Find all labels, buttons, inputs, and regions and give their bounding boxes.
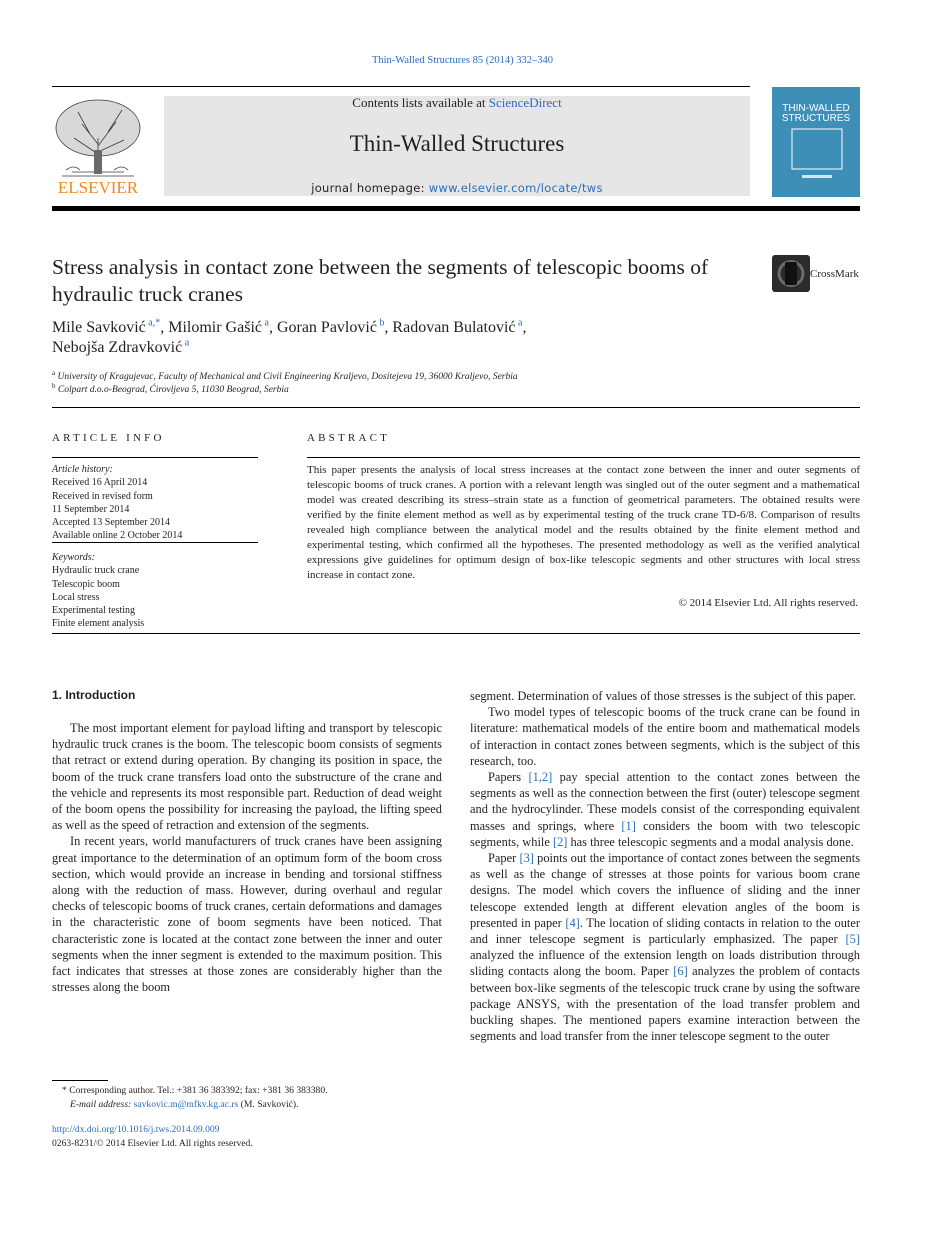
journal-title: Thin-Walled Structures bbox=[349, 131, 565, 156]
author-affil-sup[interactable]: b bbox=[379, 317, 385, 329]
footnote-rule bbox=[52, 1080, 108, 1081]
author-name[interactable]: Milomir Gašić bbox=[168, 319, 262, 336]
email-suffix: (M. Savković). bbox=[238, 1098, 299, 1110]
homepage-prefix: journal homepage: bbox=[311, 181, 429, 195]
affiliation-text: University of Kragujevac, Faculty of Mechanical and Civil Engineering Kraljevo, Dositejeva 19, 36000 Kraljevo, Serbia bbox=[57, 372, 518, 383]
article-history bbox=[52, 463, 262, 543]
author-affil-sup[interactable]: a bbox=[184, 337, 190, 349]
keyword: Hydraulic truck crane bbox=[52, 565, 140, 577]
footnote bbox=[52, 1084, 328, 1111]
body-paragraph: Two model types of telescopic booms of the truck crane can be found in literature: mathematical models of the entire boom and mathematical models of interaction in contact zones between segments, which is the subject of this research, too. bbox=[470, 705, 860, 768]
elsevier-wordmark: ELSEVIER bbox=[57, 178, 139, 197]
body-paragraph bbox=[470, 850, 860, 1044]
crossmark-label[interactable]: CrossMark bbox=[810, 268, 859, 280]
history-item: Received in revised form bbox=[52, 490, 153, 502]
contents-line bbox=[164, 95, 750, 111]
author-name[interactable]: Goran Pavlović bbox=[276, 319, 377, 336]
body-paragraph: In recent years, world manufacturers of truck cranes have been assigning great importance to the determination of an optimum form of the boom cross section, which would provide an increase in bending and torsional stiffness along with the reduction of mass. However, during overhaul and regular checks of telescopic booms of truck cranes, certain deformations and damages in the characteristic zone of boom segments have been noticed. That characteristic zone is located at the contact zone between the inner and outer segments when the inner segment is extended to the maximum position. This fact indicates that stresses at those zones are considerably higher than the stresses along the boom bbox=[52, 834, 442, 995]
affiliation bbox=[52, 382, 289, 395]
article-info-rule bbox=[52, 457, 258, 458]
author-name[interactable]: Nebojša Zdravković bbox=[52, 339, 183, 356]
keyword: Telescopic boom bbox=[52, 578, 120, 590]
affiliation-sup: b bbox=[52, 382, 56, 390]
cover-title bbox=[772, 104, 860, 124]
article-info-heading: ARTICLE INFO bbox=[52, 432, 165, 444]
abstract-copyright: © 2014 Elsevier Ltd. All rights reserved. bbox=[678, 597, 858, 609]
affiliation-sup: a bbox=[52, 369, 56, 377]
affiliation-text: Colpart d.o.o-Beograd, Ćirovljeva 5, 11030 Beograd, Serbia bbox=[57, 385, 289, 396]
section-heading-introduction: 1. Introduction bbox=[52, 688, 136, 702]
author-name[interactable]: Radovan Bulatović bbox=[392, 319, 516, 336]
keyword: Finite element analysis bbox=[52, 618, 145, 630]
citation-link[interactable]: [5] bbox=[845, 932, 860, 947]
citation-link[interactable]: [6] bbox=[673, 964, 688, 979]
keyword: Local stress bbox=[52, 591, 100, 603]
text-run: pay special attention to the contact zones between the segments as well as the connection between the first (outer) telescope segment and the hydrocylinder. These models consist of the corresponding equivalent masses and springs, where bbox=[470, 770, 860, 833]
history-item: Accepted 13 September 2014 bbox=[52, 517, 171, 529]
text-run: points out the importance of contact zones between the segments as well as the change of stresses at those points for various boom crane designs. The model which covers the influence of sliding and the inner telescope extended length at different elevation angles of the boom is presented in paper bbox=[470, 851, 861, 930]
citation-link[interactable]: [4] bbox=[565, 915, 580, 930]
doi-block bbox=[52, 1123, 253, 1150]
abstract-heading: ABSTRACT bbox=[307, 432, 391, 444]
text-run: analyzed the influence of the extension length on loads distribution through sliding contacts along the boom. Paper bbox=[470, 948, 860, 979]
author-name[interactable]: Mile Savković bbox=[52, 319, 146, 336]
text-run: considers the boom with two telescopic segments, while bbox=[470, 818, 860, 849]
text-run: Papers bbox=[488, 770, 529, 785]
body-paragraph bbox=[470, 769, 860, 850]
elsevier-logo bbox=[52, 94, 144, 198]
citation-link[interactable]: [1] bbox=[621, 818, 636, 833]
email-label: E-mail address: bbox=[70, 1098, 134, 1110]
article-title: Stress analysis in contact zone between the segments of telescopic booms of hydraulic truck cranes bbox=[52, 255, 709, 306]
body-paragraph: segment. Determination of values of those stresses is the subject of this paper. bbox=[470, 689, 857, 703]
issn-copyright: 0263-8231/© 2014 Elsevier Ltd. All rights reserved. bbox=[52, 1137, 253, 1149]
section-rule bbox=[52, 633, 860, 634]
cover-title-line2: STRUCTURES bbox=[781, 113, 851, 124]
email-line bbox=[52, 1098, 328, 1112]
keywords-label: Keywords: bbox=[52, 552, 95, 563]
contents-prefix: Contents lists available at bbox=[352, 95, 489, 110]
left-column bbox=[52, 720, 442, 995]
header-rule bbox=[52, 86, 750, 87]
keywords bbox=[52, 551, 262, 631]
citation-link[interactable]: [3] bbox=[519, 851, 534, 866]
history-rule bbox=[52, 542, 258, 543]
body-paragraph: The most important element for payload lifting and transport by telescopic hydraulic truck cranes is the boom. The telescopic boom consists of segments that retract or extend during operation. By changing its position in space, the boom of the truck crane transfers load onto the substructure of the crane and the vehicle and represents its most responsible part. Reduction of dead weight of the boom opens the possibility for increasing the payload, the lifting speed as well as the speed of retraction and extension of the segments. bbox=[52, 721, 442, 833]
citation-link[interactable]: [1,2] bbox=[528, 770, 553, 785]
author-affil-sup[interactable]: a bbox=[518, 317, 523, 329]
author-affil-sup[interactable]: a bbox=[264, 317, 269, 329]
email-link[interactable]: savkovic.m@mfkv.kg.ac.rs bbox=[133, 1098, 239, 1110]
abstract-rule bbox=[307, 457, 860, 458]
text-run: . The location of sliding contacts in relation to the outer and inner telescope segment is particularly emphasized. The paper bbox=[470, 915, 860, 947]
journal-homepage-line bbox=[164, 181, 750, 195]
sciencedirect-link[interactable]: ScienceDirect bbox=[488, 95, 562, 110]
right-column bbox=[470, 688, 860, 1044]
journal-citation-link[interactable]: Thin-Walled Structures 85 (2014) 332–340 bbox=[371, 55, 554, 66]
header-thick-rule bbox=[52, 206, 860, 211]
keyword: Experimental testing bbox=[52, 605, 136, 617]
text-run: has three telescopic segments and a modal analysis done. bbox=[567, 834, 854, 849]
history-item: Received 16 April 2014 bbox=[52, 477, 148, 489]
affiliation bbox=[52, 369, 518, 382]
journal-homepage-link[interactable]: www.elsevier.com/locate/tws bbox=[428, 181, 603, 195]
abstract-text: This paper presents the analysis of local stress increases at the contact zone between the inner and outer segments of telescopic booms of truck cranes. A portion with a relevant length was singled out of the outer segment and a mathematical model was created describing its stress–strain state as a function of geometrical parameters. The obtained results were verified by the finite element method as well as by experimental testing of the truck crane TD-6/8. Comparison of results revealed high compliance between the analytical model and the results obtained by the finite element method and experimental testing, which confirmed all the hypotheses. The presented methodology as well as the verified analytical expressions give guidelines for optimum design of box-like telescopic segments and other structures with local stress increase in contact zone. bbox=[307, 464, 860, 581]
history-item: 11 September 2014 bbox=[52, 503, 130, 515]
author-affil-sup[interactable]: a,* bbox=[148, 317, 161, 329]
cover-title-line1: THIN-WALLED bbox=[782, 103, 850, 114]
history-label: Article history: bbox=[52, 464, 113, 475]
doi-link[interactable]: http://dx.doi.org/10.1016/j.tws.2014.09.009 bbox=[52, 1124, 220, 1135]
corresponding-author-note: * Corresponding author. Tel.: +381 36 383392; fax: +381 36 383380. bbox=[62, 1085, 328, 1096]
elsevier-tree-icon bbox=[52, 94, 144, 198]
section-rule bbox=[52, 407, 860, 408]
citation-link[interactable]: [2] bbox=[552, 834, 568, 849]
crossmark-icon bbox=[772, 255, 812, 293]
text-run: analyzes the problem of contacts between box-like segments of the telescopic truck crane by using the software package ANSYS, with the presentation of the load transfer problem and buckling shapes. The mentioned papers examine interaction between the segments and load transfer from the inner telescope segment to the outer bbox=[470, 964, 860, 1044]
author-list: Mile Savković $^{a,*}$, Milomir Gašić $^a$, Goran Pavlović $^b$, Radovan Bulatović $^a$, Nebojša Zdravković $^a$ bbox=[52, 317, 527, 356]
text-run: Paper bbox=[488, 851, 520, 866]
history-item: Available online 2 October 2014 bbox=[52, 530, 183, 542]
